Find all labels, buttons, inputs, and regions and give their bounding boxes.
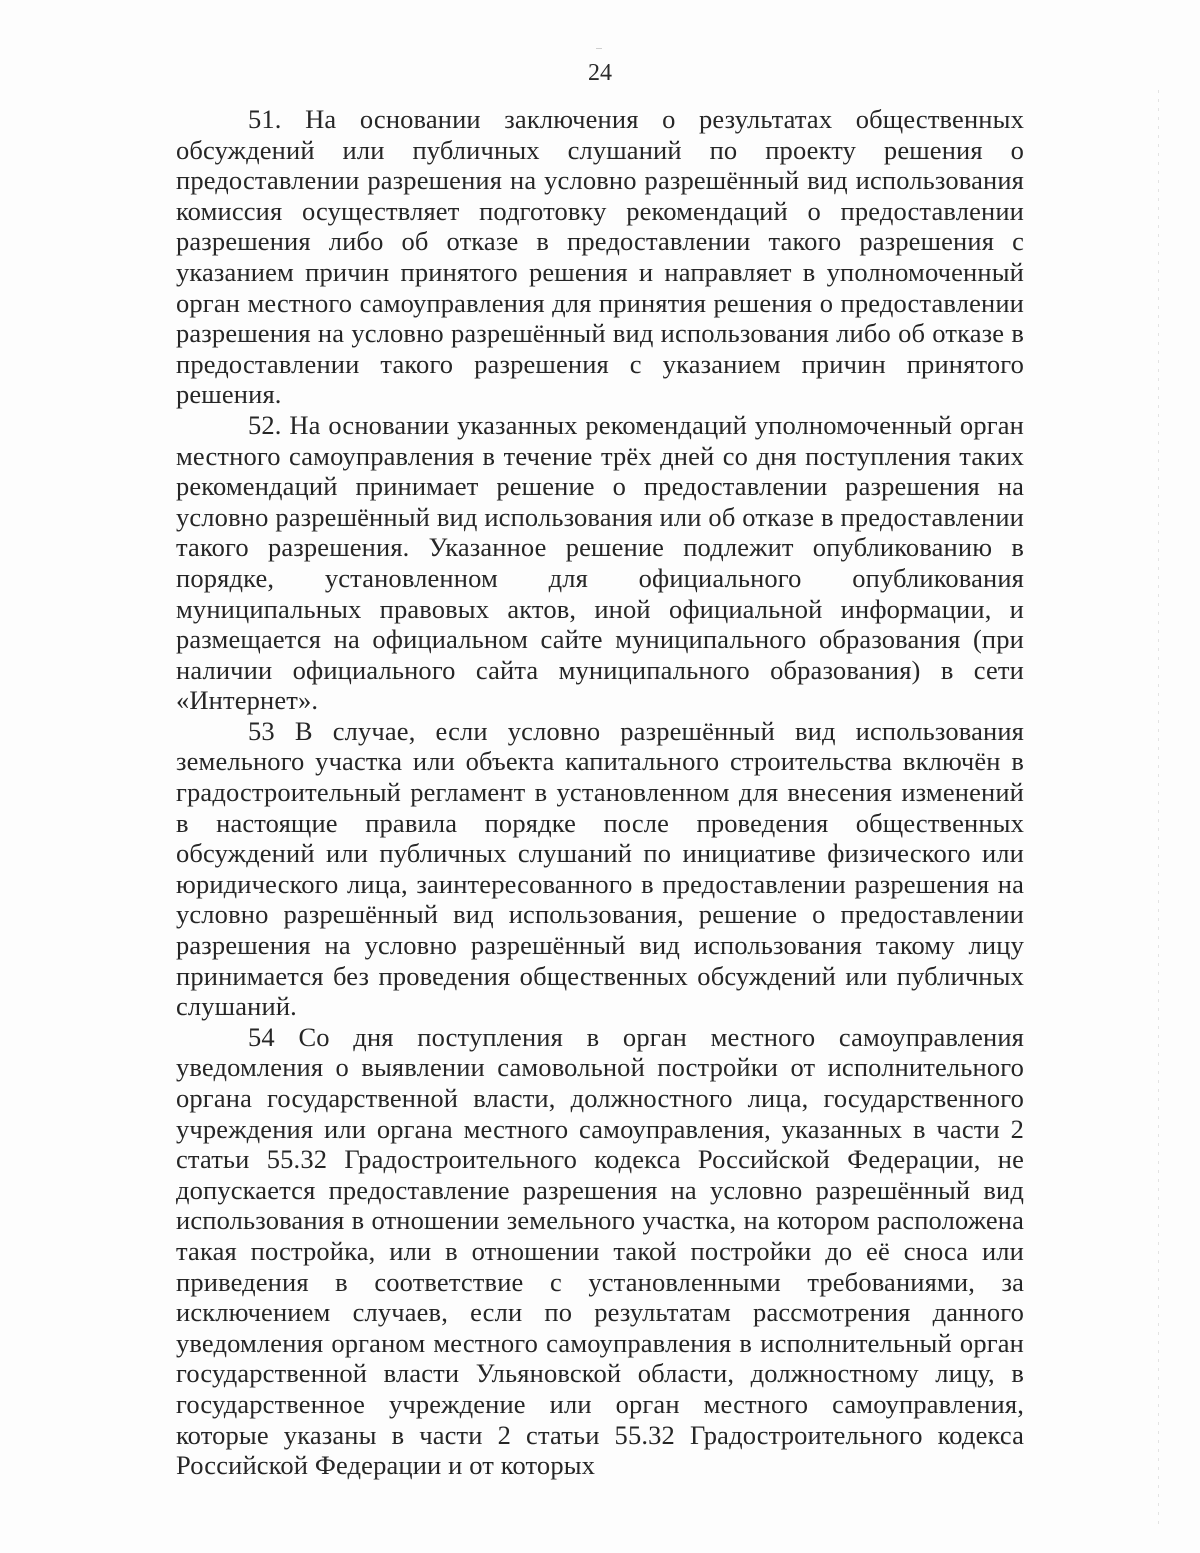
- paragraph-51: 51. На основании заключения о результатах общественных обсуждений или публичных слушаний по проекту решения о предоставлении разрешения на условно разрешённый вид использования комиссия осуществляет подготовку рекомендаций о предоставлении разрешения либо об отказе в предоставлении такого разрешения с указанием причин принятого решения и направляет в уполномоченный орган местного самоуправления для принятия решения о предоставлении разрешения на условно разрешённый вид использования либо об отказе в предоставлении такого разрешения с указанием причин принятого решения.: [176, 104, 1024, 410]
- paragraph-53: 53 В случае, если условно разрешённый вид использования земельного участка или объекта капитального строительства включён в градостроительный регламент в установленном для внесения изменений в настоящие правила порядке после проведения общественных обсуждений или публичных слушаний по инициативе физического или юридического лица, заинтересованного в предоставлении разрешения на условно разрешённый вид использования, решение о предоставлении разрешения на условно разрешённый вид использования такому лицу принимается без проведения общественных обсуждений или публичных слушаний.: [176, 715, 1024, 1022]
- paragraph-52: 52. На основании указанных рекомендаций уполномоченный орган местного самоуправления в течение трёх дней со дня поступления таких рекомендаций принимает решение о предоставлении разрешения на условно разрешённый вид использования или об отказе в предоставлении такого разрешения. Указанное решение подлежит опубликованию в порядке, установленном для официального опубликования муниципальных правовых актов, иной официальной информации, и размещается на официальном сайте муниципального образования (при наличии официального сайта муниципального образования) в сети «Интернет».: [176, 409, 1024, 716]
- paragraph-54: 54 Со дня поступления в орган местного самоуправления уведомления о выявлении самовольной постройки от исполнительного органа государственной власти, должностного лица, государственного учреждения или органа местного самоуправления, указанных в части 2 статьи 55.32 Градостроительного кодекса Российской Федерации, не допускается предоставление разрешения на условно разрешённый вид использования в отношении земельного участка, на котором расположена такая постройка, или в отношении такой постройки до её сноса или приведения в соответствие с установленными требованиями, за исключением случаев, если по результатам рассмотрения данного уведомления органом местного самоуправления в исполнительный орган государственной власти Ульяновской области, должностному лицу, в государственное учреждение или орган местного самоуправления, которые указаны в части 2 статьи 55.32 Градостроительного кодекса Российской Федерации и от которых: [176, 1021, 1024, 1481]
- scan-edge-artifact: [1158, 90, 1159, 1530]
- page-number: 24: [588, 60, 612, 86]
- scan-artifact: [596, 48, 602, 49]
- document-body: [176, 104, 1024, 1481]
